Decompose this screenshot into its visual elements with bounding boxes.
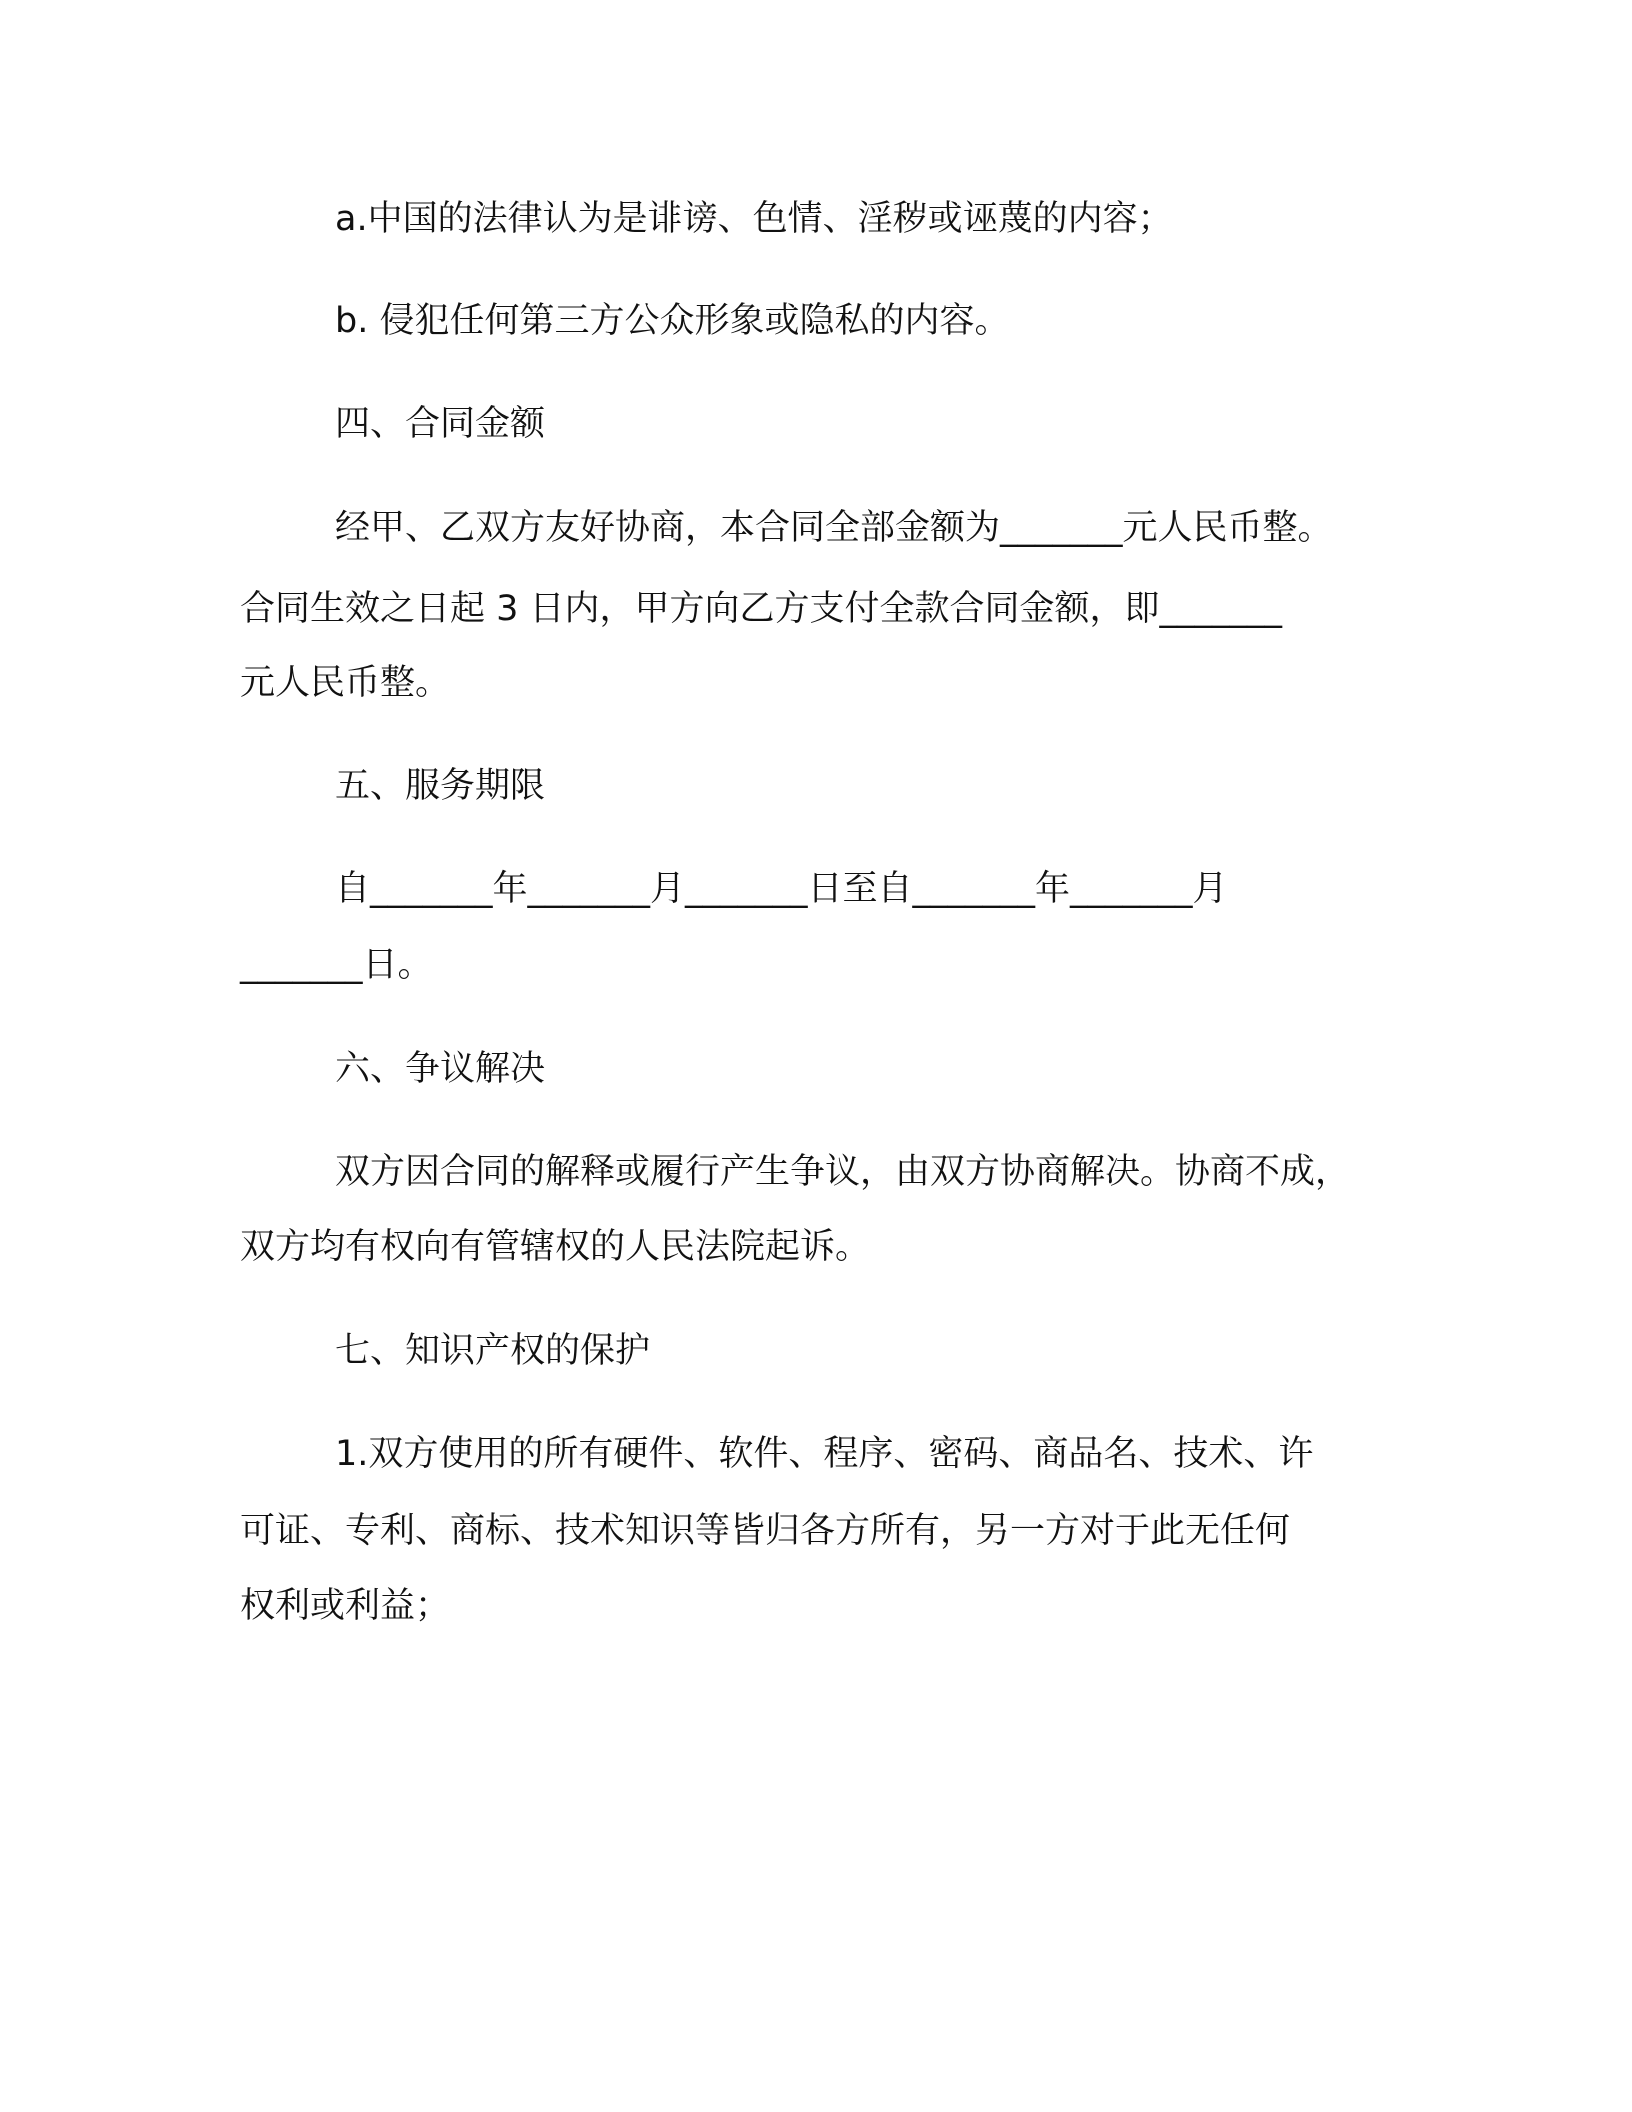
section-heading-dispute-resolution: 六、争议解决	[335, 1049, 546, 1089]
section-heading-ip-protection: 七、知识产权的保护	[335, 1331, 651, 1371]
period-paragraph-line-2: _______日。	[240, 945, 433, 985]
amount-paragraph-line-3: 元人民币整。	[240, 663, 451, 703]
ip-paragraph-line-2: 可证、专利、商标、技术知识等皆归各方所有，另一方对于此无任何	[240, 1511, 1291, 1551]
dispute-paragraph-line-1: 双方因合同的解释或履行产生争议，由双方协商解决。协商不成，	[335, 1152, 1351, 1192]
amount-paragraph-line-2: 合同生效之日起 3 日内，甲方向乙方支付全款合同金额，即_______	[240, 589, 1283, 629]
ip-paragraph-line-3: 权利或利益；	[240, 1586, 451, 1626]
clause-item-a: a.中国的法律认为是诽谤、色情、淫秽或诬蔑的内容；	[335, 199, 1173, 239]
amount-paragraph-line-1: 经甲、乙双方友好协商，本合同全部金额为_______元人民币整。	[335, 508, 1333, 548]
clause-item-b: b. 侵犯任何第三方公众形象或隐私的内容。	[335, 301, 1010, 341]
period-paragraph-line-1: 自_______年_______月_______日至自_______年_______月	[335, 869, 1228, 909]
ip-paragraph-line-1: 1.双方使用的所有硬件、软件、程序、密码、商品名、技术、许	[335, 1434, 1314, 1474]
section-heading-service-period: 五、服务期限	[335, 766, 546, 806]
dispute-paragraph-line-2: 双方均有权向有管辖权的人民法院起诉。	[240, 1227, 871, 1267]
section-heading-contract-amount: 四、合同金额	[335, 404, 546, 444]
